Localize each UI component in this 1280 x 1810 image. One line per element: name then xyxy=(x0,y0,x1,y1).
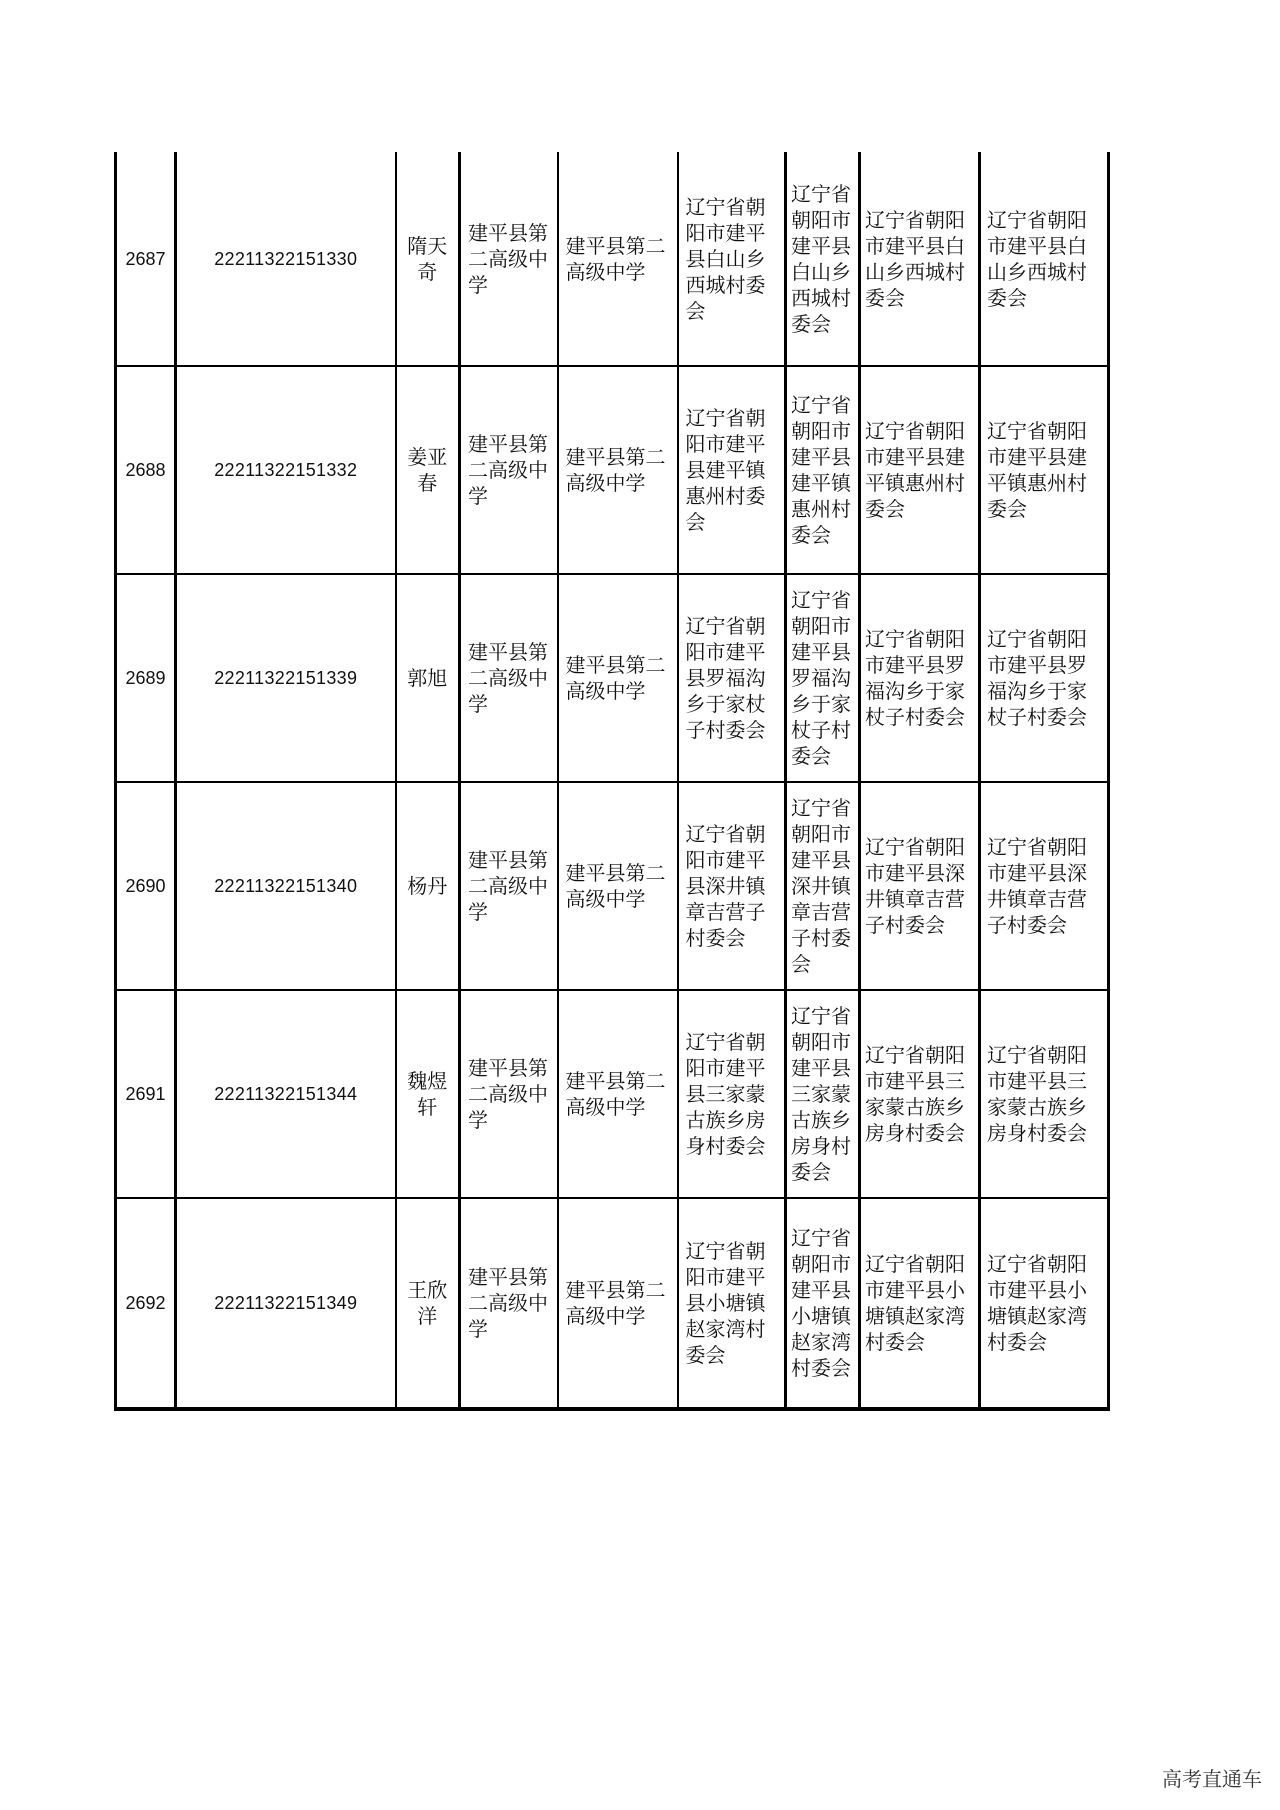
address-cell-narrow: 辽宁省朝阳市建平县罗福沟乡于家杖子村委会 xyxy=(786,574,860,782)
name-cell: 杨丹 xyxy=(396,782,460,990)
school-cell-secondary: 建平县第二高级中学 xyxy=(558,152,678,366)
seq-cell: 2692 xyxy=(116,1198,176,1409)
school-cell-secondary: 建平县第二高级中学 xyxy=(558,1198,678,1409)
name-cell: 魏煜轩 xyxy=(396,990,460,1198)
exam-id-cell: 22211322151344 xyxy=(176,990,396,1198)
address-cell: 辽宁省朝阳市建平县三家蒙古族乡房身村委会 xyxy=(678,990,786,1198)
exam-id-cell: 22211322151330 xyxy=(176,152,396,366)
table-row xyxy=(116,990,1109,1198)
roster-table xyxy=(114,152,1110,1411)
address-cell-4: 辽宁省朝阳市建平县罗福沟乡于家杖子村委会 xyxy=(980,574,1109,782)
school-cell: 建平县第二高级中学 xyxy=(460,990,558,1198)
table-row xyxy=(116,574,1109,782)
address-cell-3: 辽宁省朝阳市建平县建平镇惠州村委会 xyxy=(860,366,980,574)
address-cell: 辽宁省朝阳市建平县深井镇章吉营子村委会 xyxy=(678,782,786,990)
watermark-text: 高考直通车 xyxy=(1162,1767,1262,1791)
address-cell-narrow: 辽宁省朝阳市建平县白山乡西城村委会 xyxy=(786,152,860,366)
address-cell-3: 辽宁省朝阳市建平县深井镇章吉营子村委会 xyxy=(860,782,980,990)
address-cell: 辽宁省朝阳市建平县白山乡西城村委会 xyxy=(678,152,786,366)
school-cell-secondary: 建平县第二高级中学 xyxy=(558,366,678,574)
exam-id-cell: 22211322151332 xyxy=(176,366,396,574)
exam-id-cell: 22211322151339 xyxy=(176,574,396,782)
seq-cell: 2687 xyxy=(116,152,176,366)
address-cell-3: 辽宁省朝阳市建平县白山乡西城村委会 xyxy=(860,152,980,366)
table-row xyxy=(116,1198,1109,1409)
school-cell-secondary: 建平县第二高级中学 xyxy=(558,782,678,990)
address-cell-4: 辽宁省朝阳市建平县建平镇惠州村委会 xyxy=(980,366,1109,574)
address-cell-4: 辽宁省朝阳市建平县小塘镇赵家湾村委会 xyxy=(987,1252,1087,1354)
seq-cell: 2689 xyxy=(116,574,176,782)
table-row xyxy=(116,782,1109,990)
name-cell: 姜亚春 xyxy=(396,366,460,574)
address-cell-narrow: 辽宁省朝阳市建平县三家蒙古族乡房身村委会 xyxy=(786,990,860,1198)
address-cell: 辽宁省朝阳市建平县建平镇惠州村委会 xyxy=(678,366,786,574)
name-cell: 隋天奇 xyxy=(396,152,460,366)
address-cell-3: 辽宁省朝阳市建平县罗福沟乡于家杖子村委会 xyxy=(860,574,980,782)
school-cell: 建平县第二高级中学 xyxy=(460,366,558,574)
school-cell: 建平县第二高级中学 xyxy=(460,152,558,366)
address-cell-3: 辽宁省朝阳市建平县三家蒙古族乡房身村委会 xyxy=(860,990,980,1198)
seq-cell: 2691 xyxy=(116,990,176,1198)
exam-id-cell: 22211322151349 xyxy=(176,1198,396,1409)
seq-cell: 2690 xyxy=(116,782,176,990)
address-cell: 辽宁省朝阳市建平县小塘镇赵家湾村委会 xyxy=(678,1198,786,1409)
name-cell: 王欣洋 xyxy=(396,1198,460,1409)
address-cell-4: 辽宁省朝阳市建平县三家蒙古族乡房身村委会 xyxy=(980,990,1109,1198)
address-cell-4: 辽宁省朝阳市建平县深井镇章吉营子村委会 xyxy=(980,782,1109,990)
school-cell: 建平县第二高级中学 xyxy=(460,782,558,990)
address-cell-narrow: 辽宁省朝阳市建平县深井镇章吉营子村委会 xyxy=(786,782,860,990)
exam-id-cell: 22211322151340 xyxy=(176,782,396,990)
school-cell: 建平县第二高级中学 xyxy=(460,574,558,782)
school-cell-secondary: 建平县第二高级中学 xyxy=(558,574,678,782)
address-cell-3: 辽宁省朝阳市建平县小塘镇赵家湾村委会 xyxy=(860,1198,980,1409)
address-cell: 辽宁省朝阳市建平县罗福沟乡于家杖子村委会 xyxy=(678,574,786,782)
school-cell-secondary: 建平县第二高级中学 xyxy=(558,990,678,1198)
seq-cell: 2688 xyxy=(116,366,176,574)
school-cell: 建平县第二高级中学 xyxy=(460,1198,558,1409)
name-cell: 郭旭 xyxy=(396,574,460,782)
address-cell-narrow: 辽宁省朝阳市建平县小塘镇赵家湾村委会 xyxy=(786,1198,860,1409)
table-row xyxy=(116,152,1109,366)
address-cell-narrow: 辽宁省朝阳市建平县建平镇惠州村委会 xyxy=(786,366,860,574)
table-row xyxy=(116,366,1109,574)
address-cell-4: 辽宁省朝阳市建平县白山乡西城村委会 xyxy=(980,152,1109,366)
